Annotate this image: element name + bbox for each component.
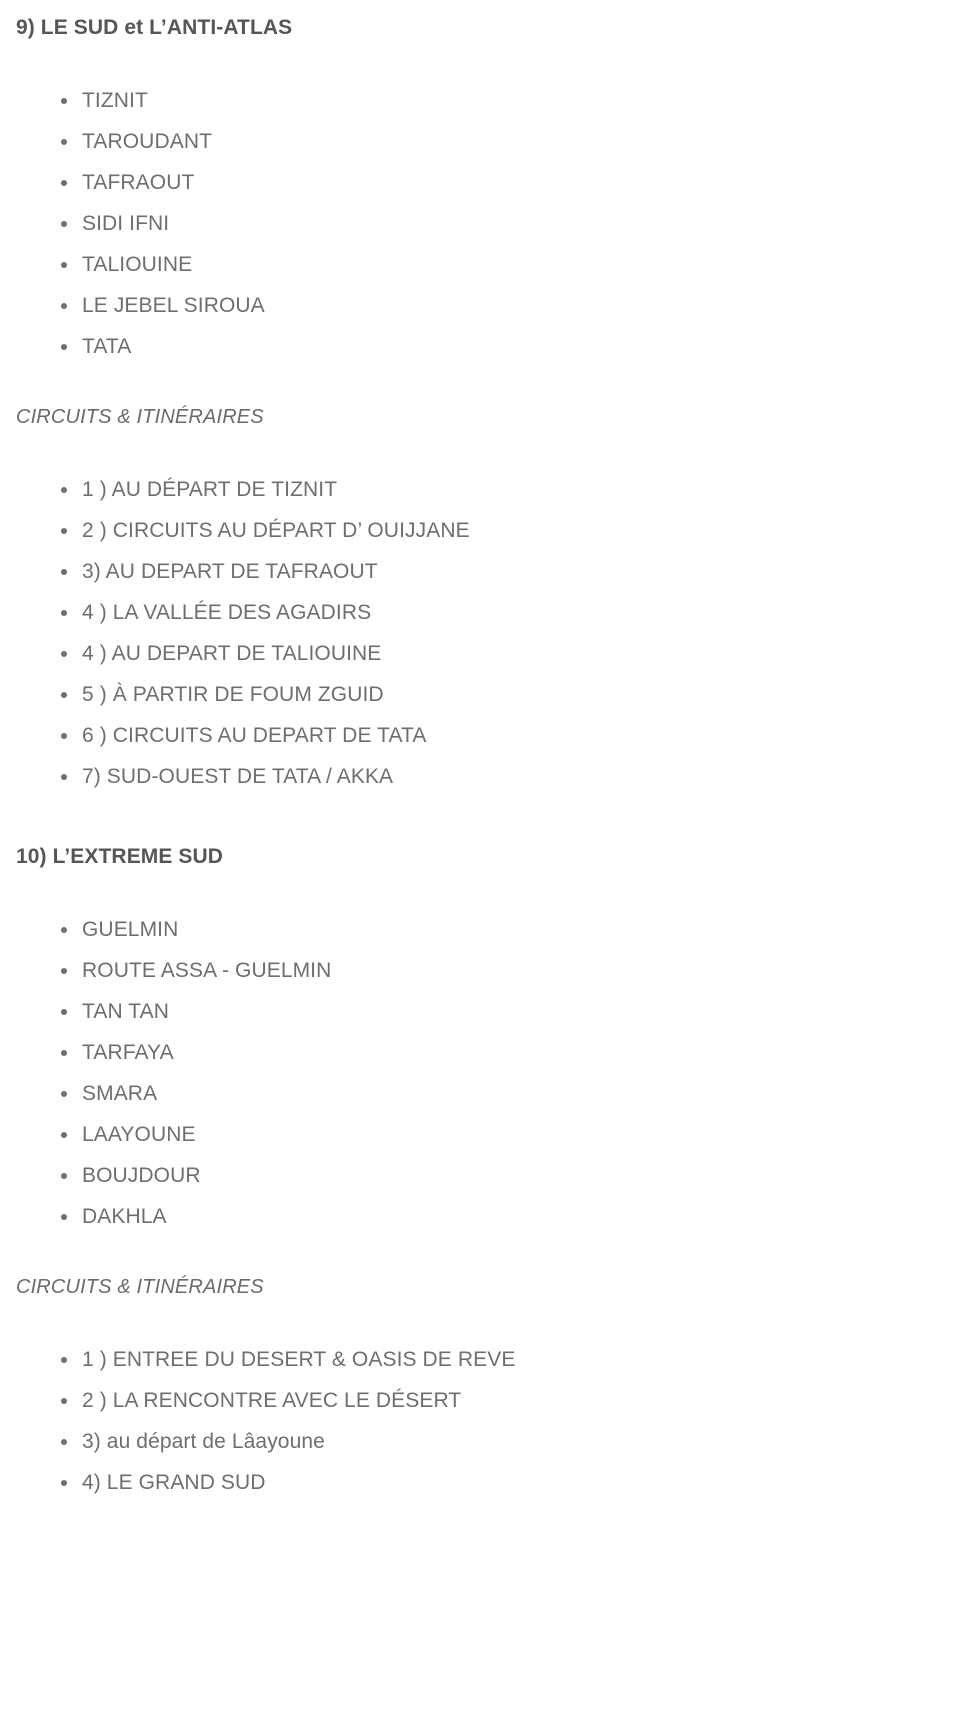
list-item — [16, 469, 942, 510]
bullet-dot-icon — [61, 968, 67, 974]
spacer — [16, 1237, 942, 1273]
list-item — [16, 1380, 942, 1421]
bullet-dot-icon — [61, 1480, 67, 1486]
bullet-dot-icon — [61, 1132, 67, 1138]
bullet-dot-icon — [61, 344, 67, 350]
list-item-label: 5 ) À PARTIR DE FOUM ZGUID — [82, 683, 384, 706]
list-item — [16, 1155, 942, 1196]
bullet-dot-icon — [61, 692, 67, 698]
bullet-dot-icon — [61, 569, 67, 575]
list-item — [16, 1339, 942, 1380]
spacer — [16, 42, 942, 80]
list-item — [16, 1032, 942, 1073]
places-list-lextreme-sud — [16, 909, 942, 1237]
bullet-dot-icon — [61, 98, 67, 104]
list-item — [16, 80, 942, 121]
list-item-label: ROUTE ASSA - GUELMIN — [82, 959, 332, 982]
list-item — [16, 633, 942, 674]
list-item-label: 3) AU DEPART DE TAFRAOUT — [82, 560, 378, 583]
bullet-dot-icon — [61, 733, 67, 739]
bullet-dot-icon — [61, 487, 67, 493]
bullet-dot-icon — [61, 1439, 67, 1445]
section-heading-lextreme-sud: 10) L’EXTREME SUD — [16, 845, 224, 868]
list-item — [16, 1073, 942, 1114]
list-item-label: 6 ) CIRCUITS AU DEPART DE TATA — [82, 724, 427, 747]
list-item-label: 2 ) LA RENCONTRE AVEC LE DÉSERT — [82, 1389, 462, 1412]
bullet-dot-icon — [61, 1091, 67, 1097]
spacer — [16, 431, 942, 469]
bullet-dot-icon — [61, 303, 67, 309]
list-item-label: TAN TAN — [82, 1000, 170, 1023]
list-item — [16, 592, 942, 633]
list-item-label: TAROUDANT — [82, 130, 213, 153]
spacer — [16, 871, 942, 909]
bullet-dot-icon — [61, 1009, 67, 1015]
bullet-dot-icon — [61, 262, 67, 268]
list-item-label: TIZNIT — [82, 89, 148, 112]
spacer — [16, 797, 942, 843]
list-item — [16, 510, 942, 551]
list-item — [16, 551, 942, 592]
list-item-label: TAFRAOUT — [82, 171, 195, 194]
bullet-dot-icon — [61, 1050, 67, 1056]
bullet-dot-icon — [61, 528, 67, 534]
list-item — [16, 909, 942, 950]
bullet-dot-icon — [61, 221, 67, 227]
list-item-label: SIDI IFNI — [82, 212, 170, 235]
list-item-label: 4 ) AU DEPART DE TALIOUINE — [82, 642, 382, 665]
bullet-dot-icon — [61, 139, 67, 145]
bullet-dot-icon — [61, 180, 67, 186]
list-item-label: 2 ) CIRCUITS AU DÉPART D’ OUIJJANE — [82, 519, 470, 542]
list-item-label: BOUJDOUR — [82, 1164, 201, 1187]
list-item — [16, 991, 942, 1032]
places-list-le-sud-anti-atlas — [16, 80, 942, 367]
list-item-label: SMARA — [82, 1082, 158, 1105]
circuits-list-le-sud-anti-atlas — [16, 469, 942, 797]
bullet-dot-icon — [61, 774, 67, 780]
list-item-label: DAKHLA — [82, 1205, 167, 1228]
bullet-dot-icon — [61, 651, 67, 657]
bullet-dot-icon — [61, 610, 67, 616]
list-item — [16, 1421, 942, 1462]
list-item — [16, 1196, 942, 1237]
list-item-label: GUELMIN — [82, 918, 179, 941]
list-item — [16, 326, 942, 367]
subheading-circuits-itineraires-2: CIRCUITS & ITINÉRAIRES — [16, 1276, 264, 1298]
bullet-dot-icon — [61, 927, 67, 933]
list-item — [16, 950, 942, 991]
list-item — [16, 1114, 942, 1155]
list-item-label: LAAYOUNE — [82, 1123, 196, 1146]
list-item-label: 4) LE GRAND SUD — [82, 1471, 266, 1494]
list-item — [16, 121, 942, 162]
circuits-list-lextreme-sud — [16, 1339, 942, 1503]
list-item-label: LE JEBEL SIROUA — [82, 294, 265, 317]
subheading-circuits-itineraires-1: CIRCUITS & ITINÉRAIRES — [16, 406, 264, 428]
list-item — [16, 285, 942, 326]
list-item-label: TATA — [82, 335, 132, 358]
bullet-dot-icon — [61, 1173, 67, 1179]
list-item — [16, 162, 942, 203]
list-item-label: 4 ) LA VALLÉE DES AGADIRS — [82, 601, 372, 624]
list-item-label: 1 ) AU DÉPART DE TIZNIT — [82, 478, 338, 501]
top-spacer — [16, 0, 942, 14]
spacer — [16, 1301, 942, 1339]
list-item-label: 1 ) ENTREE DU DESERT & OASIS DE REVE — [82, 1348, 516, 1371]
spacer — [16, 367, 942, 403]
list-item-label: 7) SUD-OUEST DE TATA / AKKA — [82, 765, 394, 788]
list-item-label: 3) au départ de Lâayoune — [82, 1430, 325, 1453]
section-heading-le-sud-anti-atlas: 9) LE SUD et L’ANTI-ATLAS — [16, 16, 293, 39]
list-item — [16, 674, 942, 715]
bullet-dot-icon — [61, 1357, 67, 1363]
bullet-dot-icon — [61, 1214, 67, 1220]
list-item-label: TALIOUINE — [82, 253, 193, 276]
bullet-dot-icon — [61, 1398, 67, 1404]
list-item — [16, 756, 942, 797]
list-item — [16, 203, 942, 244]
list-item-label: TARFAYA — [82, 1041, 174, 1064]
list-item — [16, 715, 942, 756]
list-item — [16, 244, 942, 285]
list-item — [16, 1462, 942, 1503]
